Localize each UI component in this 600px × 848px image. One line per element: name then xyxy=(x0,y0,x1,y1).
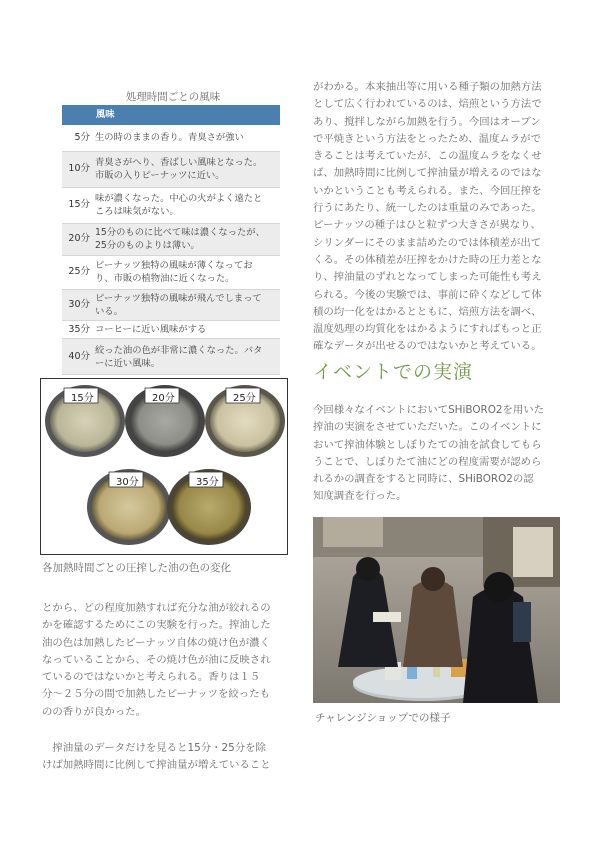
event-photo xyxy=(313,517,560,703)
table-row xyxy=(62,223,280,255)
table-header-row xyxy=(62,105,280,125)
table-cell-time: 5分 xyxy=(62,125,92,151)
table-header-flavor: 風味 xyxy=(92,105,280,125)
table-row xyxy=(62,339,280,375)
photo-label-30: 30分 xyxy=(116,477,139,488)
table-cell-flavor: ピーナッツ独特の風味が薄くなってお り、市販の植物油に近くなった。 xyxy=(92,255,280,289)
table-row xyxy=(62,151,280,187)
table-row xyxy=(62,289,280,320)
table-cell-flavor: 味が濃くなった。中心の火がよく遠たと ころは味気がない。 xyxy=(92,187,280,223)
table-cell-time: 40分 xyxy=(62,339,92,375)
table-row xyxy=(62,187,280,223)
photo-label-25: 25分 xyxy=(233,393,256,404)
table-cell-time: 15分 xyxy=(62,187,92,223)
table-cell-flavor: ピーナッツ独特の風味が飛んでしまって いる。 xyxy=(92,289,280,320)
oil-photo-caption: 各加熱時間ごとの圧搾した油の色の変化 xyxy=(42,562,231,574)
table-row xyxy=(62,125,280,151)
table-cell-flavor: 生の時のままの香り。青臭さが強い xyxy=(92,125,280,151)
section-heading: イベントでの実演 xyxy=(313,361,474,383)
table-header-empty xyxy=(62,105,92,125)
table-cell-time: 25分 xyxy=(62,255,92,289)
table-cell-flavor: コーヒーに近い風味がする xyxy=(92,320,280,338)
table-row xyxy=(62,320,280,338)
table-cell-flavor: 青臭さがへり、香ばしい風味となった。 市販の入りピーナッツに近い。 xyxy=(92,151,280,187)
event-scene-illustration xyxy=(313,517,560,703)
table-cell-time: 30分 xyxy=(62,289,92,320)
table-cell-flavor: 15分のものに比べて味は濃くなったが、 25分のものよりは薄い。 xyxy=(92,223,280,255)
photo-label-15: 15分 xyxy=(71,393,94,404)
left-paragraph-2: 搾油量のデータだけを見ると15分・25分を除 けば加熱時間に比例して搾油量が増えていること xyxy=(42,742,271,772)
left-paragraph-1: とから、どの程度加熱すれば充分な油が絞れるの かを確認するためにこの実験を行った。搾油した 油の色は加熱したピーナッツ自体の焼け色が濃く なっていることから、その焼け色が油に反映され ているのではないかと考えられる。香りは１５ 分〜２５分の間で加熱したピーナッツを絞ったも のの香りが良かった。 xyxy=(42,602,271,718)
table-row xyxy=(62,255,280,289)
oil-samples-photo xyxy=(40,378,288,555)
table-cell-time: 35分 xyxy=(62,320,92,338)
right-paragraph-2: 今回様々なイベントにおいてSHiBORO2を用いた 搾油の実演をさせていただいた。このイベントに おいて搾油体験としぼりたての油を試食してもら うことで、しぼりたて油にどの程度需要が認めら れるかの調査をすると同時に、SHiBORO2の認 知度調査を行った。 xyxy=(313,404,545,503)
right-paragraph-1: がわかる。本来抽出等に用いる種子類の加熱方法 として広く行われているのは、焙煎という方法で あり、撹拌しながら加熱を行う。今回はオーブン で平焼きという方法をとったため、温度ムラがで きることは考えていたが、この温度ムラをなくせ ば、加熱時間に比例して搾油量が増えるのではな いかということも考えられる。また、今回圧搾を 行うにあたり、統一したのは重量のみであった。 ピーナッツの種子はひと粒ずつ大きさが異なり、 シリンダーにそのまま詰めたのでは体積差が出て くる。その体積差が圧搾をかけた時の圧力差とな り、搾油量のずれとなってしまった可能性も考え られる。今後の実験では、事前に砕くなどして体 積の均一化をはかるとともに、焙煎方法を調べ、 温度処理の均質化をはかるようにすればもっと正 確なデータが出せるのではないかと考えている。 xyxy=(313,81,542,353)
photo-label-35: 35分 xyxy=(196,477,219,488)
table-cell-time: 20分 xyxy=(62,223,92,255)
table-cell-flavor: 絞った油の色が非常に濃くなった。バタ ーに近い風味。 xyxy=(92,339,280,375)
flavor-table xyxy=(62,105,280,375)
photo-label-20: 20分 xyxy=(152,393,175,404)
table-cell-time: 10分 xyxy=(62,151,92,187)
table-title: 処理時間ごとの風味 xyxy=(125,91,221,103)
event-photo-caption: チャレンジショップでの様子 xyxy=(315,712,451,724)
oil-cups-illustration xyxy=(41,379,287,554)
